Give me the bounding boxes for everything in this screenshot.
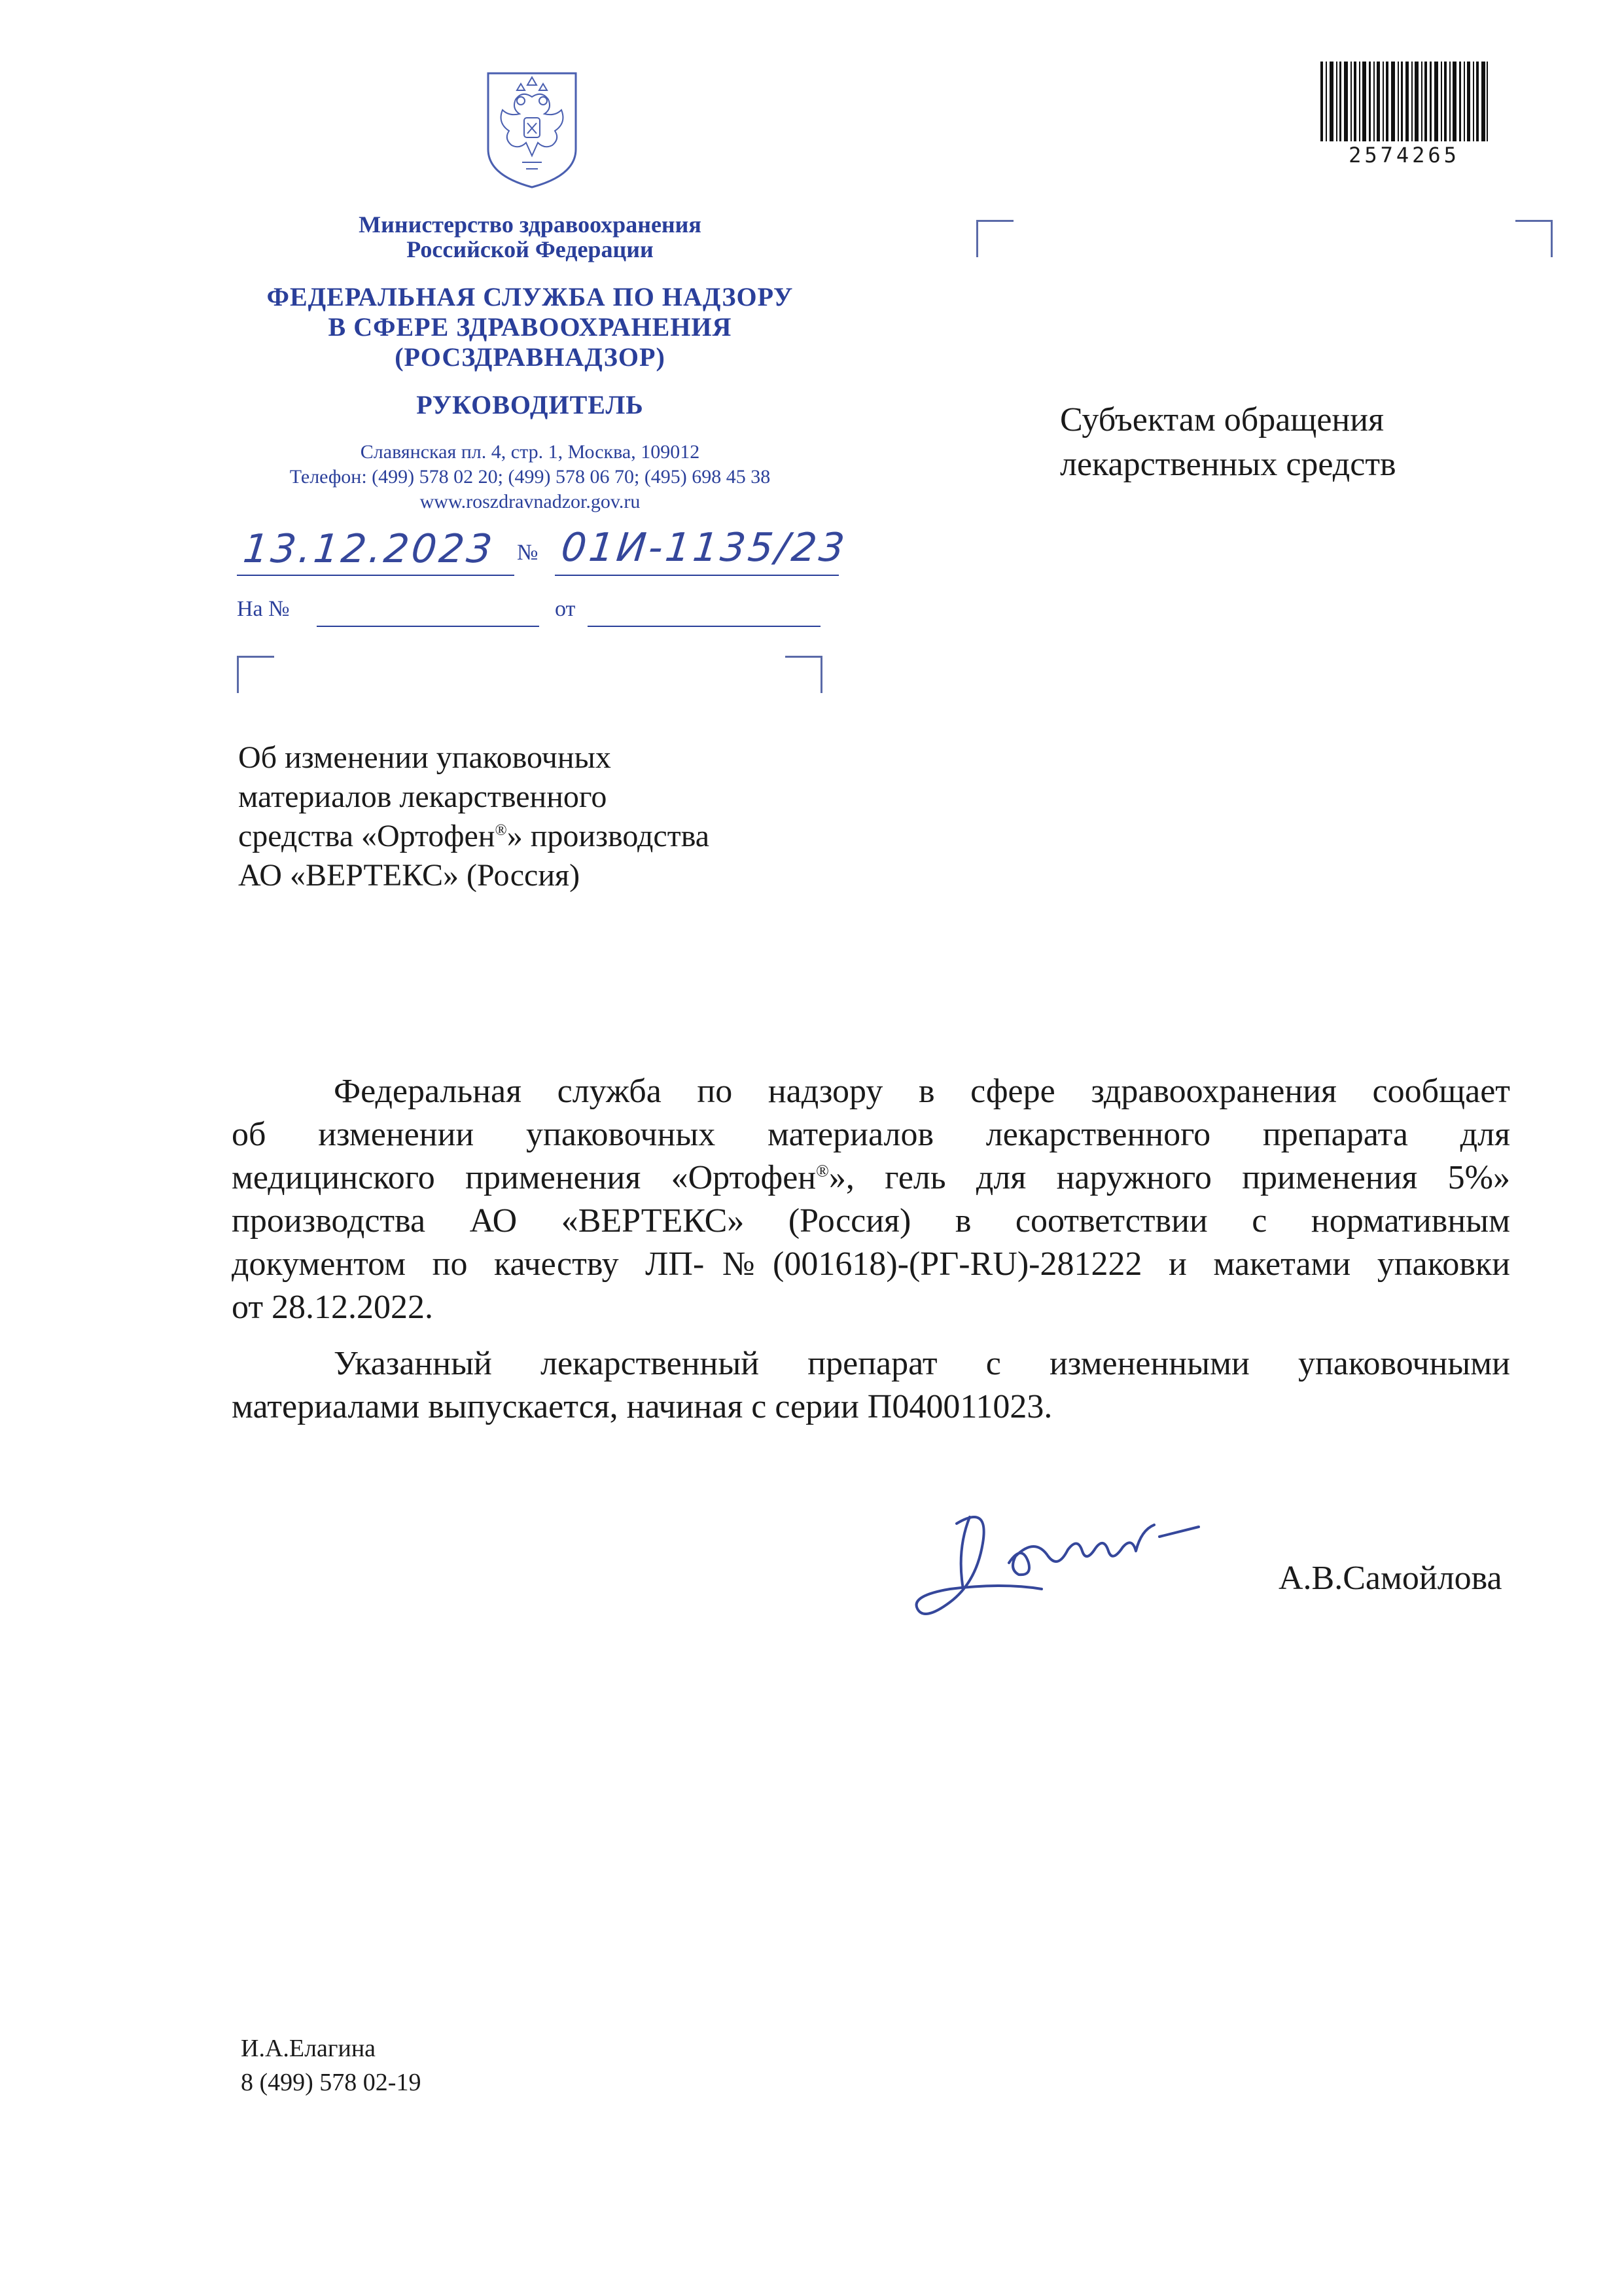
body-paragraph1-line5: документом по качеству ЛП-№(001618)-(РГ-RU)-281222 и макетами упаковки xyxy=(232,1245,1510,1283)
body-paragraph1-line6: от 28.12.2022. xyxy=(232,1289,434,1326)
address: Славянская пл. 4, стр. 1, Москва, 109012 xyxy=(360,441,700,463)
corner-mark xyxy=(237,656,274,693)
service-name-line1: ФЕДЕРАЛЬНАЯ СЛУЖБА ПО НАДЗОРУ xyxy=(266,282,794,312)
body-paragraph1-line1: Федеральная служба по надзору в сфере здравоохранения сообщает xyxy=(334,1073,1510,1110)
barcode xyxy=(1319,62,1489,141)
executor-name: И.А.Елагина xyxy=(241,2035,376,2062)
subject-line1: Об изменении упаковочных xyxy=(238,740,611,775)
addressee-line2: лекарственных средств xyxy=(1060,446,1396,483)
body-paragraph1-line4: производства АО «ВЕРТЕКС» (Россия) в соответствии с нормативным xyxy=(232,1202,1510,1240)
subject-line4: АО «ВЕРТЕКС» (Россия) xyxy=(238,858,580,893)
from-label: от xyxy=(555,597,576,621)
from-underline xyxy=(588,626,821,627)
body-paragraph2-line1: Указанный лекарственный препарат с измененными упаковочными xyxy=(334,1345,1510,1382)
reply-to-label: На № xyxy=(237,597,290,621)
ministry-name-line2: Российской Федерации xyxy=(406,236,654,262)
signer-name: А.В.Самойлова xyxy=(1279,1560,1502,1597)
addressee-line1: Субъектам обращения xyxy=(1060,401,1384,438)
corner-mark xyxy=(976,220,1014,257)
handwritten-signature xyxy=(911,1491,1303,1632)
service-name-line2: В СФЕРЕ ЗДРАВООХРАНЕНИЯ xyxy=(328,312,732,342)
registered-mark: ® xyxy=(495,822,507,839)
subject-line3-end: » производства xyxy=(506,819,710,853)
reply-to-underline xyxy=(317,626,539,627)
barcode-number: 2574265 xyxy=(1349,143,1460,168)
corner-mark xyxy=(1515,220,1553,257)
subject-line3 xyxy=(238,818,709,854)
ministry-name-line1: Министерство здравоохранения xyxy=(359,211,701,238)
registration-date: 13.12.2023 xyxy=(241,526,497,572)
body-paragraph1-line3 xyxy=(232,1158,1510,1197)
number-underline xyxy=(555,575,839,576)
date-underline xyxy=(237,575,514,576)
service-name-line3: (РОСЗДРАВНАДЗОР) xyxy=(395,342,665,372)
website: www.roszdravnadzor.gov.ru xyxy=(419,491,641,512)
body-line3-start: медицинского применения «Ортофен xyxy=(232,1159,817,1196)
registration-number: 01И-1135/23 xyxy=(559,525,849,571)
registration-number-label: № xyxy=(517,541,538,565)
executor-phone: 8 (499) 578 02-19 xyxy=(241,2069,421,2096)
phones: Телефон: (499) 578 02 20; (499) 578 06 70; (495) 698 45 38 xyxy=(289,466,771,488)
subject-line2: материалов лекарственного xyxy=(238,779,607,814)
coat-of-arms-emblem xyxy=(483,71,581,190)
head-title: РУКОВОДИТЕЛЬ xyxy=(416,390,644,420)
registered-mark: ® xyxy=(816,1161,829,1181)
body-line3-end: », гель для наружного применения 5%» xyxy=(828,1159,1510,1196)
body-paragraph1-line2: об изменении упаковочных материалов лекарственного препарата для xyxy=(232,1116,1510,1153)
body-paragraph2-line2: материалами выпускается, начиная с серии П040011023. xyxy=(232,1388,1053,1425)
corner-mark xyxy=(785,656,822,693)
subject-line3-start: средства «Ортофен xyxy=(238,819,495,853)
